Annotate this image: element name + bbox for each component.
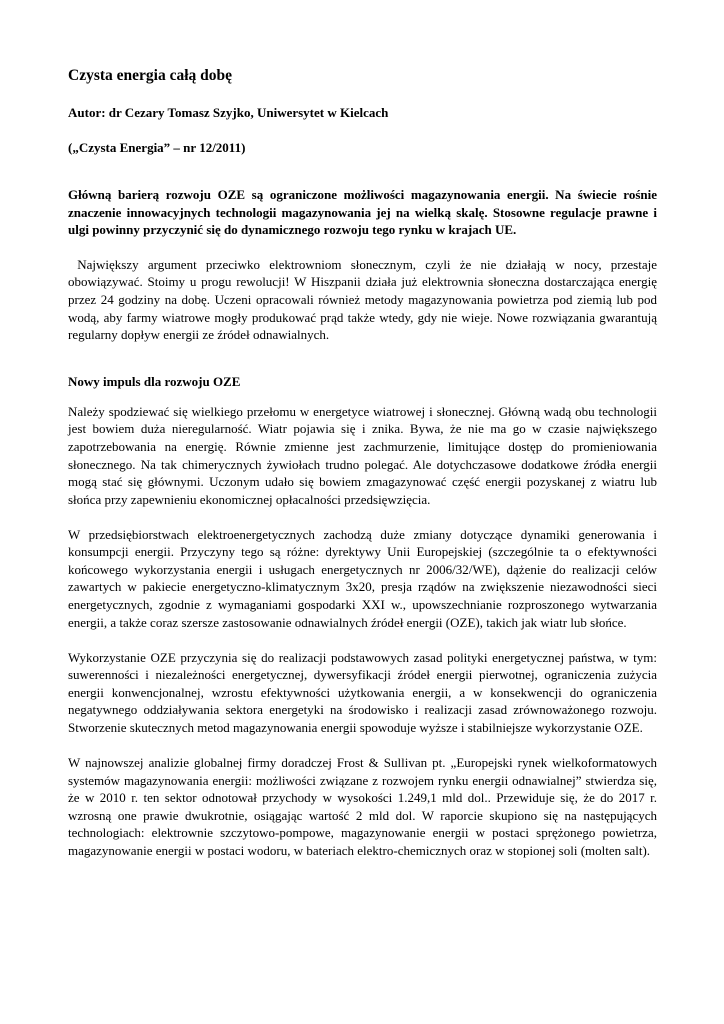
document-title: Czysta energia całą dobę xyxy=(68,67,233,84)
document-page xyxy=(68,66,661,877)
lead-paragraph: Główną barierą rozwoju OZE są ograniczone możliwości magazynowania energii. Na świecie rośnie znaczenie innowacyjnych technologii magazynowania jej na wielką skalę. Stosowne regulacje prawne i ulgi powinny przyczynić się do dynamicznego rozwoju tego rynku w krajach UE. xyxy=(68,187,657,238)
body-paragraph-2: W przedsiębiorstwach elektroenergetycznych zachodzą duże zmiany dotyczące dynamiki generowania i konsumpcji energii. Przyczyny tego są różne: dyrektywy Unii Europejskiej (szczególnie ta o efektywności końcowego wykorzystania energii i usługach energetycznych nr 2006/32/WE), dążenie do realizacji celów zawartych w pakiecie energetyczno-klimatycznym 3x20, presja rządów na zwiększenie niezawodności sieci energetycznych, zgodnie z wymaganiami gospodarki XXI w., upowszechnianie rozproszonego wytwarzania energii, a także coraz szersze zastosowanie odnawialnych źródeł energii (OZE), takich jak wiatr lub słońce. xyxy=(68,526,657,630)
section-heading: Nowy impuls dla rozwoju OZE xyxy=(68,373,241,389)
author-line: Autor: dr Cezary Tomasz Szyjko, Uniwersytet w Kielcach xyxy=(68,105,389,120)
source-line: („Czysta Energia” – nr 12/2011) xyxy=(68,140,246,155)
body-paragraph-3: Wykorzystanie OZE przyczynia się do realizacji podstawowych zasad polityki energetycznej państwa, w tym: suwerenności i niezależności energetycznej, dywersyfikacji źródeł energii pierwotnej, ograniczenia zużycia energii konwencjonalnej, wzrostu efektywności użytkowania energii, a w konsekwencji do ograniczenia negatywnego oddziaływania sektora energetyki na środowisko i realizacji zasad zrównoważonego rozwoju. Stworzenie skutecznych metod magazynowania energii spowoduje wyższe i stabilniejsze wykorzystanie OZE. xyxy=(68,649,657,736)
body-paragraph-4: W najnowszej analizie globalnej firmy doradczej Frost & Sullivan pt. „Europejski rynek wielkoformatowych systemów magazynowania energii: możliwości związane z rozwojem rynku energii odnawialnej” stwierdza się, że w 2010 r. ten sektor odnotował przychody w wysokości 1.249,1 mld dol.. Przewiduje się, że do 2017 r. wzrosną one prawie dwukrotnie, osiągając wartość 2 mld dol. W raporcie skupiono się na następujących technologiach: elektrownie szczytowo-pompowe, magazynowanie energii w postaci sprężonego powietrza, magazynowanie energii w postaci wodoru, w bateriach elektro-chemicznych oraz w stopionej soli (molten salt). xyxy=(68,755,657,858)
body-paragraph-1: Należy spodziewać się wielkiego przełomu w energetyce wiatrowej i słonecznej. Główną wadą obu technologii jest bowiem duża nieregularność. Wiatr pojawia się i znika. Bywa, że nie ma go w czasie największego zapotrzebowania na energię. Równie zmienne jest zachmurzenie, limitujące dostęp do promieniowania słonecznego. Na tak chimerycznych żywiołach trudno polegać. Ale dotychczasowe dodatkowe źródła energii mogą stać się głównymi. Uczonym udało się bowiem zmagazynować część energii pozyskanej z wiatru lub słońca przy zapewnieniu ekonomicznej opłacalności przedsięwzięcia. xyxy=(68,403,657,507)
intro-paragraph: Największy argument przeciwko elektrowniom słonecznym, czyli że nie działają w nocy, przestaje obowiązywać. Stoimy u progu rewolucji! W Hiszpanii działa już elektrownia słoneczna dostarczająca energię przez 24 godziny na dobę. Uczeni opracowali również metody magazynowania powietrza pod ziemią lub pod wodą, aby farmy wiatrowe mogły produkować prąd także wtedy, gdy nie wieje. Nowe rozwiązania gwarantują regularny dopływ energii ze źródeł odnawialnych. xyxy=(68,256,661,343)
